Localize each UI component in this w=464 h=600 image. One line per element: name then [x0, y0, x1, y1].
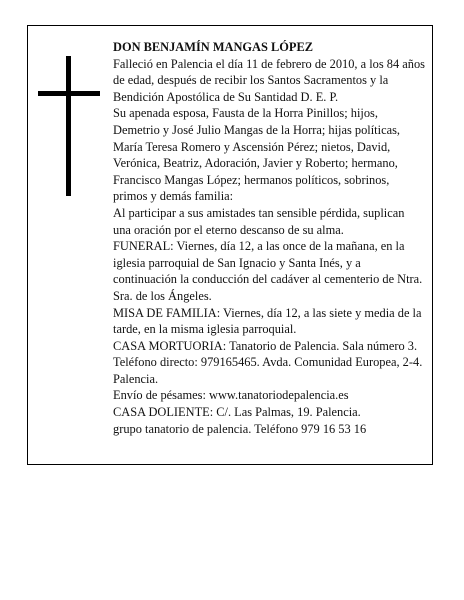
funeral-group-phone: grupo tanatorio de palencia. Teléfono 979 16 53 16 — [113, 421, 367, 436]
funeral-home-info: CASA MORTUORIA: Tanatorio de Palencia. Sala número 3. Teléfono directo: 979165465. Avda. Comunidad Europea, 2-4. Palencia. — [113, 338, 423, 386]
family-home-address: CASA DOLIENTE: C/. Las Palmas, 19. Palencia. — [113, 405, 361, 420]
obituary-text — [113, 39, 425, 437]
condolences-website: Envío de pésames: www.tanatoriodepalencia.es — [113, 388, 349, 403]
cross-icon-vertical-bar — [66, 56, 71, 196]
funeral-info: FUNERAL: Viernes, día 12, a las once de la mañana, en la iglesia parroquial de San Ignacio y Santa Inés, y a continuación la conducción del cadáver al cementerio de Ntra. Sra. de los Ángeles. — [113, 239, 423, 303]
cross-icon-horizontal-bar — [38, 91, 100, 96]
family-mass-info: MISA DE FAMILIA: Viernes, día 12, a las siete y media de la tarde, en la misma iglesia parroquial. — [113, 305, 422, 337]
deceased-name: DON BENJAMÍN MANGAS LÓPEZ — [113, 40, 313, 54]
prayer-request: Al participar a sus amistades tan sensible pérdida, suplican una oración por el eterno descanso de su alma. — [113, 205, 405, 237]
family-list: Su apenada esposa, Fausta de la Horra Pinillos; hijos, Demetrio y José Julio Mangas de la Horra; hijas políticas, María Teresa Romero y Ascensión Pérez; nietos, David, Verónica, Beatriz, Adoración, Javier y Roberto; hermano, Francisco Mangas López; hermanos políticos, sobrinos, primos y demás familia: — [113, 106, 400, 204]
death-announcement: Falleció en Palencia el día 11 de febrero de 2010, a los 84 años de edad, después de recibir los Santos Sacramentos y la Bendición Apostólica de Su Santidad D. E. P. — [113, 56, 425, 104]
